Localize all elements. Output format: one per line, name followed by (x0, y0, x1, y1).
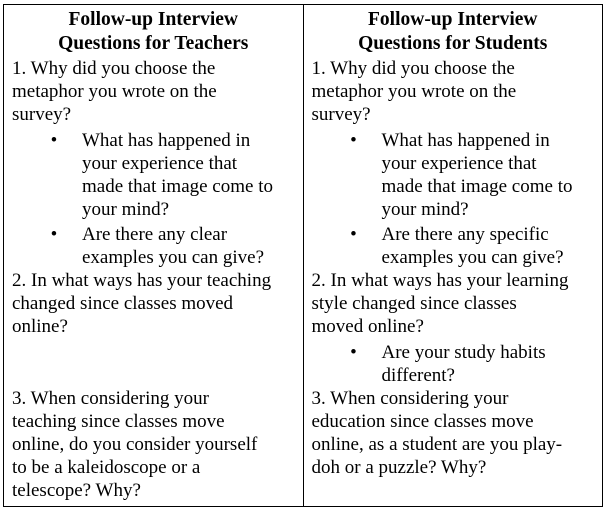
bullet-icon: • (50, 224, 58, 245)
teachers-header: Follow-up Interview Questions for Teachers (58, 9, 249, 54)
students-question-3: 3. When considering your education since classes move online, as a student are you play- doh or a puzzle? Why? (311, 388, 563, 478)
teachers-question-2: 2. In what ways has your teaching changed since classes moved online? (12, 270, 272, 337)
students-header: Follow-up Interview Questions for Students (358, 9, 548, 54)
teachers-question-1: 1. Why did you choose the metaphor you wrote on the survey? (12, 58, 217, 125)
teachers-question-3: 3. When considering your teaching since classes move online, do you consider yourself to be a kaleidoscope or a telescope? Why? (12, 388, 258, 501)
bullet-icon: • (350, 342, 357, 363)
students-question-2: 2. In what ways has your learning style changed since classes moved online? (311, 270, 569, 337)
bullet-icon: • (50, 130, 58, 151)
bullet-icon: • (350, 130, 357, 151)
interview-questions-table (3, 4, 603, 507)
teachers-column: Follow-up Interview Questions for Teachers 1. Why did you choose the metaphor you wrote on the survey? • What has happened in your experience that made that image come to your mind? • Are there any clear examples you can give? 2. In what ways has your teaching changed since classes moved online? 3. When considering your teaching since classes move online, do you consider yourself to be a kaleidoscope or a telescope? Why? (4, 5, 304, 506)
students-question-1: 1. Why did you choose the metaphor you wrote on the survey? (311, 58, 517, 125)
students-column: Follow-up Interview Questions for Students 1. Why did you choose the metaphor you wrote on the survey? • What has happened in your experience that made that image come to your mind? • Are there any specific examples you can give? 2. In what ways has your learning style changed since classes moved online? • Are your study habits different? 3. When considering your education since classes move online, as a student are you play- doh or a puzzle? Why? (304, 5, 603, 506)
bullet-icon: • (350, 224, 357, 245)
